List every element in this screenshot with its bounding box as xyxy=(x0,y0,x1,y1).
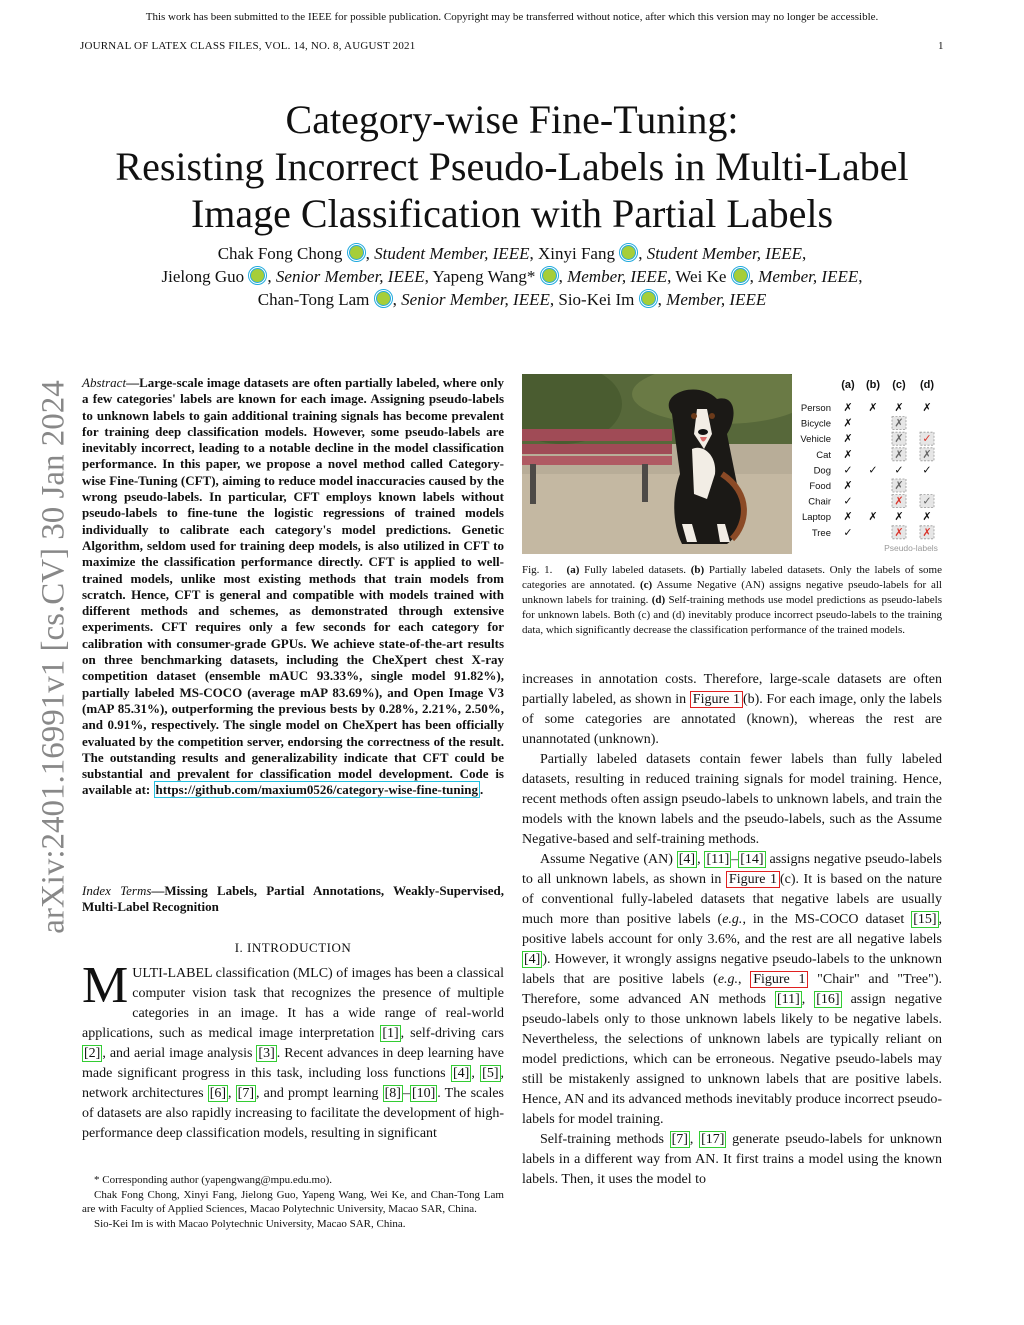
abstract-label: Abstract xyxy=(82,375,127,390)
column-header: (c) xyxy=(892,379,906,391)
category-label: Chair xyxy=(808,496,831,508)
drop-cap: M xyxy=(82,957,129,1014)
label-mark: ✗ xyxy=(843,447,853,461)
title-line: Category-wise Fine-Tuning: xyxy=(285,97,739,142)
arxiv-sidebar xyxy=(30,362,78,952)
orcid-icon[interactable] xyxy=(250,268,265,283)
paragraph-text: (c). It is based on the nature of conventional fully-labeled datasets that negative labels are usually much more than positive labels ( xyxy=(522,872,942,927)
citation-link[interactable]: [2] xyxy=(84,1046,101,1061)
paragraph xyxy=(522,670,942,750)
citation-link[interactable]: [11] xyxy=(706,852,730,867)
label-mark: ✗ xyxy=(922,447,932,461)
caption-text: Self-training methods use model predictions as pseudo-labels for unknown labels. Both (c) and (d) inevitably produce incorrect pseudo-labels to the training data, which significantly decrease the classification performance of the trained models. xyxy=(522,594,942,636)
author-role: Senior Member, IEEE xyxy=(401,290,550,309)
author-name: Sio-Kei Im xyxy=(558,290,635,309)
paragraph-text: , positive labels account for only 3.6%, and the rest are all negative labels xyxy=(522,912,943,947)
category-label: Tree xyxy=(811,527,831,539)
intro-text: , and aerial image analysis xyxy=(102,1046,257,1061)
dog-photo-illustration xyxy=(522,374,792,554)
abstract-end: . xyxy=(479,782,484,798)
paragraph xyxy=(522,850,942,1130)
section-title: I. INTRODUCTION xyxy=(234,940,352,955)
paragraph: Partially labeled datasets contain fewer labels than fully labeled datasets, resulting in reduced training signals for model training. Hence, recent methods often assign pseudo-labels to unknown labels, and train the models with the known labels and the pseudo-labels, such as the Assume Negative-based and self-training methods. xyxy=(522,752,942,847)
caption-text: Assume Negative (AN) assigns negative pseudo-labels for all unknown labels for training. xyxy=(522,579,942,606)
citation-link[interactable]: [4] xyxy=(524,952,541,967)
intro-text: ULTI-LABEL classification (MLC) of images has been a classical computer vision task that recognizes the presence of multiple categories in an image. It has a wide range of real-world applications, such as medical image interpretation xyxy=(82,966,504,1041)
category-label: Laptop xyxy=(801,512,831,524)
caption-text: Fully labeled datasets. xyxy=(579,564,691,576)
paragraph-text: – xyxy=(731,852,739,867)
paragraph-text: assigns negative pseudo-labels to all unknown labels, as shown in xyxy=(522,852,943,887)
citation-link[interactable]: [4] xyxy=(452,1066,470,1081)
paragraph-text: e.g. xyxy=(722,912,743,927)
label-mark: ✓ xyxy=(843,494,853,508)
paragraph-text: assign negative pseudo-labels only to those unknown labels likely to be negative labels. Nevertheless, the selections of unknown labels are typically reliant on model predictions, which can be erroneous. Negative pseudo-labels may still be mistakenly assigned to unknown labels that are positive labels. Hence, AN and its advanced methods inevitably produce incorrect pseudo-labels for model training. xyxy=(522,992,943,1127)
pseudo-labels-caption: Pseudo-labels xyxy=(884,543,938,553)
label-mark: ✓ xyxy=(922,494,932,508)
label-mark: ✗ xyxy=(843,401,853,414)
label-mark: ✗ xyxy=(894,401,904,414)
code-link[interactable]: https://github.com/maxium0526/category-wise-fine-tuning xyxy=(155,782,478,798)
label-grid-svg xyxy=(793,374,953,560)
category-label: Person xyxy=(800,403,831,414)
page-number: 1 xyxy=(938,40,944,52)
citation-link[interactable]: [1] xyxy=(382,1026,399,1041)
citation-link[interactable]: [15] xyxy=(913,912,937,927)
author-list: Chak Fong Chong , Student Member, IEEE, Xinyi Fang , Student Member, IEEE, Jielong Guo , Senior Member, IEEE, Yapeng Wang* , Member, IEEE, Wei Ke , Member, IEEE, Chan-Tong Lam , Senior Member, IEEE, Sio-Kei Im , Member, IEEE xyxy=(161,244,863,309)
citation-link[interactable]: [17] xyxy=(701,1132,725,1147)
label-mark: ✗ xyxy=(922,510,932,524)
title-line: Resisting Incorrect Pseudo-Labels in Multi-Label xyxy=(115,144,909,189)
abstract-text: —Large-scale image datasets are often partially labeled, where only a few categories' labels are known for each image. Assigning pseudo-labels to unknown labels to gain additional training signals has become prevalent for training deep classification models. However, some pseudo-labels are inevitably incorrect, leading to a notable decline in the model classification performance. In this paper, we propose a novel method called Category-wise Fine-Tuning (CFT), aiming to reduce model inaccuracies caused by the wrong pseudo-labels. In particular, CFT employs known labels without pseudo-labels to fine-tune the logistic regressions of trained models individually to calibrate each category's model predictions. Genetic Algorithm, seldom used for training deep models, is also utilized in CFT to maximize the classification performance directly. CFT is applied to well-trained models, unlike most existing methods that train models from scratch. Hence, CFT is general and compatible with models trained with different methods and schemes, as demonstrated through extensive experiments. CFT requires only a few seconds for each category for calibration with consumer-grade GPUs. We achieve state-of-the-art results on three benchmarking datasets, including the CheXpert chest X-ray competition dataset (ensemble mAUC 93.33%, single model 91.82%), partially labeled MS-COCO (average mAP 83.69%), and Open Image V3 (mAP 85.31%), outperforming the previous bests by 0.28%, 2.21%, 2.50%, and 0.91%, respectively. The single model on CheXpert has been officially evaluated by the competition server, endorsing the correctness of the result. The outstanding results and generalizability indicate that CFT could be substantial and prevalent for classification model development. Code is available at: xyxy=(82,375,504,798)
author-role: Member, IEEE xyxy=(666,290,767,309)
title-line: Image Classification with Partial Labels xyxy=(190,191,834,236)
label-mark: ✗ xyxy=(843,432,853,446)
author-role: Member, IEEE xyxy=(758,267,859,286)
caption-text: Partially labeled datasets. Only the labels of some categories are annotated. xyxy=(522,564,942,591)
paragraph-text: e.g. xyxy=(717,972,739,987)
intro-text: . The scales of datasets are also rapidly increasing to facilitate the development of high-performance deep classification models, resulting in significant xyxy=(82,1086,504,1141)
label-mark: ✗ xyxy=(868,510,878,524)
right-column-text xyxy=(522,670,942,1190)
label-mark: ✗ xyxy=(868,401,878,414)
intro-paragraph xyxy=(82,957,505,1144)
category-label: Cat xyxy=(816,449,831,461)
label-mark: ✓ xyxy=(922,463,932,477)
author-name: Xinyi Fang xyxy=(537,244,615,263)
figure-caption xyxy=(522,563,942,638)
citation-link[interactable]: [6] xyxy=(209,1086,227,1101)
paragraph-text: Self-training methods xyxy=(540,1132,670,1147)
index-terms-label: Index Terms xyxy=(82,883,152,898)
author-name: Chak Fong Chong xyxy=(217,244,343,263)
paragraph-text: , in the MS-COCO dataset xyxy=(742,912,912,927)
author-name: Chan-Tong Lam xyxy=(257,290,370,309)
caption-part-label: (d) xyxy=(651,594,666,606)
paragraph-text: increases in annotation costs. Therefore, large-scale datasets are often partially labeled, as shown in xyxy=(522,672,942,707)
label-mark: ✗ xyxy=(894,432,904,446)
caption-part-label: (b) xyxy=(690,564,705,576)
column-header: (b) xyxy=(865,379,881,391)
citation-link[interactable]: [3] xyxy=(258,1046,275,1061)
intro-text: , network architectures xyxy=(82,1066,504,1101)
figure-link[interactable]: Figure 1 xyxy=(750,971,808,988)
footnote: * Corresponding author (yapengwang@mpu.edu.mo). xyxy=(94,1174,333,1186)
label-mark: ✗ xyxy=(922,401,932,414)
orcid-icon[interactable] xyxy=(349,245,364,260)
abstract xyxy=(82,375,504,799)
label-mark: ✓ xyxy=(868,463,878,477)
label-mark: ✓ xyxy=(843,525,853,539)
intro-text: . Recent advances in deep learning have made significant progress in this task, including loss functions xyxy=(82,1046,505,1081)
intro-text: , and prompt learning xyxy=(256,1086,383,1101)
caption-prefix: Fig. 1. xyxy=(522,564,553,576)
intro-text: , xyxy=(228,1086,236,1101)
paragraph-text: , xyxy=(697,852,705,867)
category-label: Dog xyxy=(813,465,831,477)
label-mark: ✓ xyxy=(922,432,932,446)
orcid-icon[interactable] xyxy=(621,245,636,260)
label-mark: ✓ xyxy=(843,463,853,477)
figure-link[interactable]: Figure 1 xyxy=(690,691,743,708)
label-grid xyxy=(793,374,953,560)
citation-link[interactable]: [7] xyxy=(671,1132,688,1147)
label-mark: ✗ xyxy=(894,447,904,461)
paragraph-text: generate pseudo-labels for unknown labels in a different way from AN. It first trains a model using the known labels. Then, it uses the model to xyxy=(522,1132,942,1187)
copyright-notice: This work has been submitted to the IEEE for possible publication. Copyright may be transferred without notice, after which this version may no longer be accessible. xyxy=(145,11,879,23)
intro-text: – xyxy=(402,1086,410,1101)
paragraph-text: , xyxy=(801,992,815,1007)
orcid-icon[interactable] xyxy=(733,268,748,283)
label-mark: ✗ xyxy=(922,525,932,539)
orcid-icon[interactable] xyxy=(376,291,391,306)
column-header: (d) xyxy=(919,379,935,391)
index-terms-text: —Missing Labels, Partial Annotations, Weakly-Supervised, Multi-Label Recognition xyxy=(82,883,504,915)
category-label: Bicycle xyxy=(800,418,831,430)
label-mark: ✗ xyxy=(894,510,904,524)
footnote: Sio-Kei Im is with Macao Polytechnic University, Macao SAR, China. xyxy=(94,1217,406,1230)
author-name: Jielong Guo xyxy=(161,267,245,286)
category-label: Vehicle xyxy=(800,434,831,446)
author-role: Student Member, IEEE xyxy=(646,244,803,263)
paragraph-text: , xyxy=(738,972,751,987)
label-mark: ✓ xyxy=(894,463,904,477)
orcid-icon[interactable] xyxy=(641,291,656,306)
citation-link[interactable]: [8] xyxy=(384,1086,401,1101)
citation-link[interactable]: [11] xyxy=(776,992,800,1007)
citation-link[interactable]: [4] xyxy=(678,852,696,867)
label-mark: ✗ xyxy=(894,494,904,508)
citation-link[interactable]: [16] xyxy=(816,992,840,1007)
category-label: Food xyxy=(809,481,831,492)
paragraph-text: ). However, it wrongly assigns negative pseudo-labels to the unknown labels that are positive labels ( xyxy=(522,952,942,987)
footnotes xyxy=(82,1173,504,1231)
journal-header: JOURNAL OF LATEX CLASS FILES, VOL. 14, NO. 8, AUGUST 2021 xyxy=(80,40,416,52)
citation-link[interactable]: [14] xyxy=(740,852,764,867)
label-mark: ✗ xyxy=(894,525,904,539)
author-name: Wei Ke xyxy=(675,267,727,286)
paragraph-text: Assume Negative (AN) xyxy=(540,852,677,867)
author-role: Student Member, IEEE xyxy=(374,244,530,263)
author-role: Member, IEEE xyxy=(567,267,668,286)
footnote: Chak Fong Chong, Xinyi Fang, Jielong Guo, Yapeng Wang, Wei Ke, and Chan-Tong Lam are with Faculty of Applied Sciences, Macao Polytechnic University, Macao SAR, China. xyxy=(82,1188,504,1215)
paragraph-text: (b). For each image, only the labels of some categories are annotated (known), whereas the rest are unannotated (unknown). xyxy=(522,692,942,747)
column-header: (a) xyxy=(841,379,855,391)
paragraph xyxy=(522,1130,942,1190)
arxiv-id: arXiv:2401.16991v1 [cs.CV] 30 Jan 2024 xyxy=(35,380,72,934)
caption-part-label: (c) xyxy=(640,579,653,591)
author-name: Yapeng Wang* xyxy=(432,267,536,286)
citation-link[interactable]: [10] xyxy=(411,1086,436,1101)
label-mark: ✗ xyxy=(843,416,853,430)
label-mark: ✗ xyxy=(843,510,853,524)
figure-link[interactable]: Figure 1 xyxy=(726,871,780,888)
intro-text: , xyxy=(471,1066,481,1081)
author-role: Senior Member, IEEE xyxy=(275,267,425,286)
index-terms xyxy=(82,883,504,916)
label-mark: ✗ xyxy=(894,416,904,430)
caption-part-label: (a) xyxy=(566,564,580,576)
citation-link[interactable]: [5] xyxy=(482,1066,499,1081)
label-mark: ✗ xyxy=(894,479,904,492)
paragraph-text: "Chair" and "Tree"). Therefore, some advanced AN methods xyxy=(522,972,943,1007)
citation-link[interactable]: [7] xyxy=(237,1086,254,1101)
paper-title xyxy=(60,96,964,237)
paragraph-text: , xyxy=(689,1132,700,1147)
dog-photo xyxy=(522,374,792,554)
orcid-icon[interactable] xyxy=(542,268,557,283)
intro-text: , self-driving cars xyxy=(400,1026,505,1041)
label-mark: ✗ xyxy=(843,479,853,492)
